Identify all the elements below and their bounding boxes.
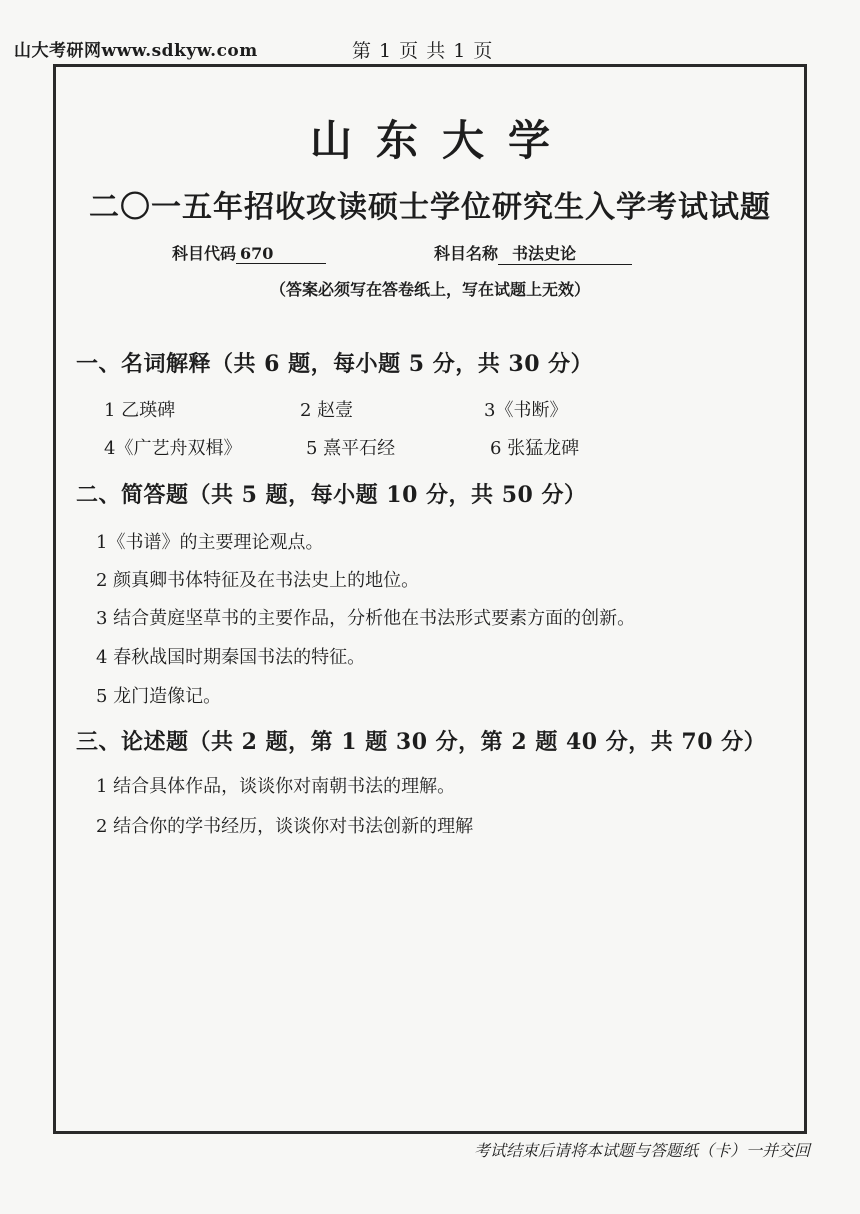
university-name: 山东大学 [309, 116, 574, 165]
list-item: 2 结合你的学书经历，谈谈你对书法创新的理解 [96, 816, 474, 837]
list-item: 3 结合黄庭坚草书的主要作品，分析他在书法形式要素方面的创新。 [96, 608, 636, 629]
list-item: 6 张猛龙碑 [490, 438, 580, 459]
subject-name [434, 241, 632, 265]
subject-code [172, 241, 326, 264]
site-watermark: 山大考研网www.sdkyw.com [14, 41, 258, 61]
subject-name-value: 书法史论 [498, 241, 632, 265]
subject-name-label: 科目名称 [434, 244, 499, 263]
exam-title: 二〇一五年招收攻读硕士学位研究生入学考试试题 [89, 190, 771, 225]
list-item: 5 龙门造像记。 [96, 686, 222, 707]
list-item: 4《广艺舟双楫》 [104, 438, 242, 459]
list-item: 4 春秋战国时期秦国书法的特征。 [96, 647, 366, 668]
list-item: 5 熹平石经 [306, 438, 396, 459]
section-heading: 二、简答题（共 5 题，每小题 10 分，共 50 分） [76, 482, 587, 508]
page-indicator: 第 1 页 共 1 页 [352, 40, 494, 62]
answer-notice: （答案必须写在答卷纸上，写在试题上无效） [269, 280, 590, 299]
list-item: 1 乙瑛碑 [104, 400, 176, 421]
list-item: 1 结合具体作品，谈谈你对南朝书法的理解。 [96, 776, 456, 797]
subject-code-label: 科目代码 [172, 244, 237, 263]
footer-instruction: 考试结束后请将本试题与答题纸（卡）一并交回 [473, 1141, 810, 1160]
section-heading: 三、论述题（共 2 题，第 1 题 30 分，第 2 题 40 分，共 70 分） [76, 729, 767, 755]
list-item: 2 颜真卿书体特征及在书法史上的地位。 [96, 570, 420, 591]
list-item: 2 赵壹 [300, 400, 354, 421]
section-heading: 一、名词解释（共 6 题，每小题 5 分，共 30 分） [76, 351, 594, 377]
subject-code-value: 670 [236, 244, 326, 264]
list-item: 3《书断》 [484, 400, 568, 421]
list-item: 1《书谱》的主要理论观点。 [96, 532, 324, 553]
